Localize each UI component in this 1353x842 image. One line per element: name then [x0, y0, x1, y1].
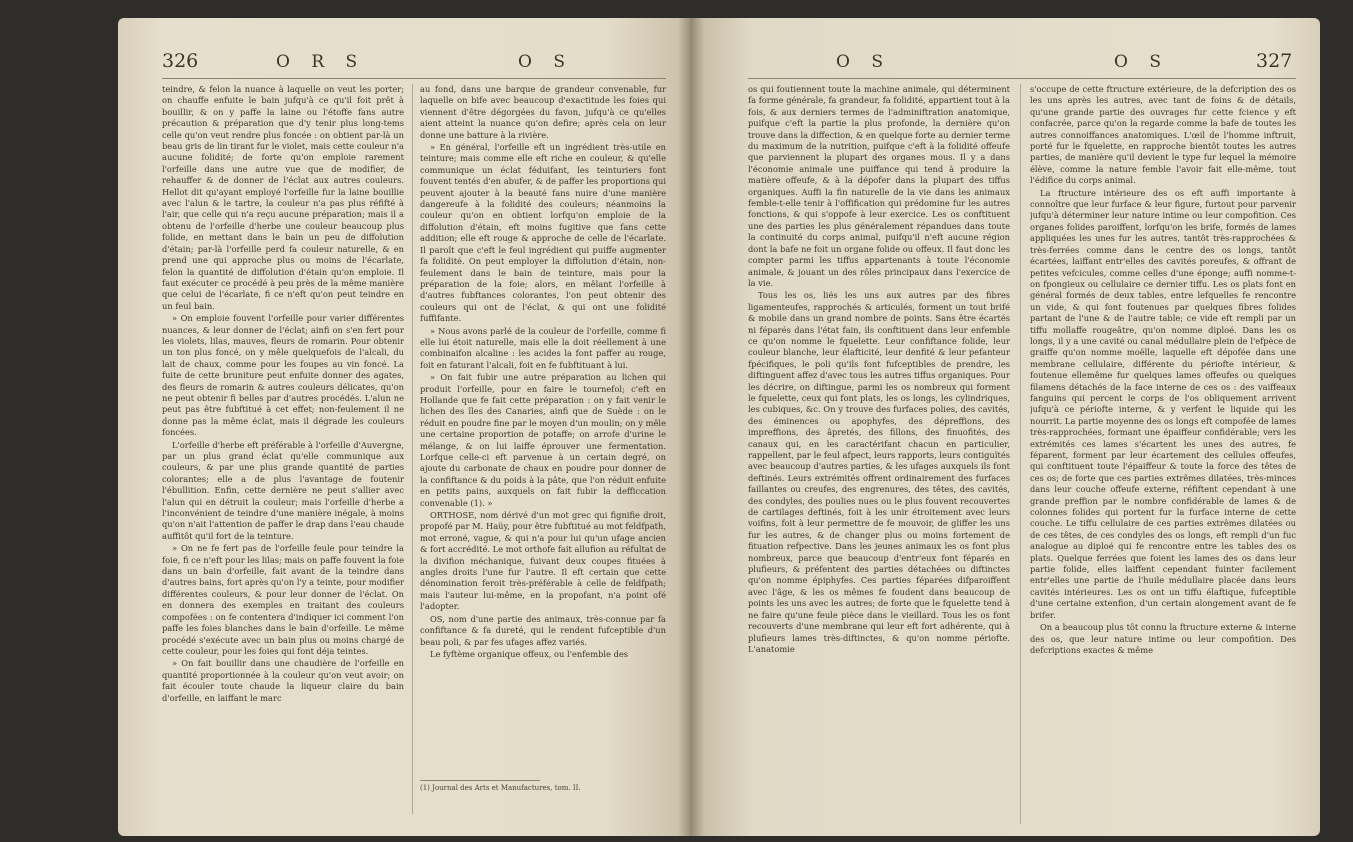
paragraph: Tous les os, liés les uns aux autres par des fibres ligamenteufes, rapprochés & articulés, forment un tout brifé & mobile dans un grand nombre de points. Sans être écartés ni féparés dans l'état fain, ils conftituent dans leur enfemble ce qu'on nomme le fquelette. Leur confiftance folide, leur couleur blanche, leur élafticité, leur denfité & leur pefanteur fpécifiques, le poli qu'ils font fufceptibles de prendre, les diftinguent affez d'avec tous les autres tiffus organiques. Pour les décrire, on diftingue, parmi les os nombreux qui forment le fquelette, ceux qui font plats, les os longs, les cylindriques, les cubiques, &c. On y trouve des furfaces polies, des cavités, des éminences ou apophyfes, des dépreffions, des impreffions, des âpretés, des fillons, des finuofités, des canaux qui, en les caractérifant chacun en particulier, rappellent, par le feul afpect, leurs rapports, leurs contiguïtés avec beaucoup d'autres parties, & les ufages auxquels ils font deftinés. Leurs extrémités offrent ordinairement des furfaces faillantes ou creufes, des engrenures, des têtes, des cavités, des condyles, des poulies nues ou le plus fouvent recouvertes de cartilages deftinés, foit à les unir étroitement avec leurs voifins, foit à leur permettre de fe mouvoir, de gliffer les uns fur les autres, & de changer plus ou moins fortement de fituation refpective. Dans les jeunes animaux les os font plus nombreux, parce que beaucoup d'entr'eux font féparés en plufieurs, & préfentent des parties détachées ou diftinctes qu'on nomme épiphyfes. Ces parties féparées difparoiffent avec l'âge, & les os mêmes fe foudent dans beaucoup de points les uns avec les autres; de forte que le fquelette tend à ne faire qu'une feule pièce dans le vieillard. Tous les os font recouverts d'une membrane qui leur eft fort adhérente, qui à plufieurs lames très-diftinctes, & qu'on nomme périofte. L'anatomie [748, 290, 1010, 654]
book-gutter [678, 18, 704, 836]
paragraph: » On fait bouillir dans une chaudière de l'orfeille en quantité proportionnée à la couleur qu'on veut avoir; on fait écouler toute chaude la liqueur claire du bain d'orfeille, en laiffant le marc [162, 658, 404, 703]
paragraph: L'orfeille d'herbe eft préférable à l'orfeille d'Auvergne, par un plus grand éclat qu'elle communique aux couleurs, & par une plus grande quantité de parties colorantes; elle a de plus l'avantage de foutenir l'ébullition. Enfin, cette dernière ne peut s'allier avec l'alun qui en détruit la couleur; mais l'orfeille d'herbe a l'inconvénient de teindre d'une manière inégale, à moins qu'on n'ait l'attention de paffer le drap dans l'eau chaude auffitôt qu'il fort de la teinture. [162, 439, 404, 541]
column-divider [1020, 84, 1021, 824]
paragraph: » On emploie fouvent l'orfeille pour varier différentes nuances, & leur donner de l'éclat; ainfi on s'en fert pour les violets, lilas, mauves, fleurs de romarin. Pour obtenir un ton plus foncé, on y mêle quelquefois de l'alcali, du lait de chaux, comme pour les foupes au vin foncé. La fuite de cette bruniture peut enfuite donner des agates, des fleurs de romarin & autres couleurs délicates, qu'on ne peut obtenir fi belles par d'autres procédés. L'alun ne peut pas être fubftitué à cet effet; non-feulement il ne donne pas la même éclat, mais il dégrade les couleurs foncées. [162, 313, 404, 438]
paragraph: » Nous avons parlé de la couleur de l'orfeille, comme fi elle lui étoit naturelle, mais elle la doit réellement à une combinaifon alcaline : les acides la font paffer au rouge, foit en faturant l'alcali, foit en fe fubftituant à lui. [420, 325, 666, 370]
running-head: O R S [276, 52, 366, 72]
paragraph: s'occupe de cette ftructure extérieure, de la defcription des os les uns après les autres, avec tant de foins & de détails, qu'une grande partie des ouvrages fur cette fcience y eft confacrée, parce qu'on la regarde comme la bafe de toutes les autres connoiffances anatomiques. L'œil de l'homme inftruit, porté fur le fquelette, en rapproche bientôt toutes les autres parties, de manière qu'il devient le type fur lequel la mémoire élève, comme la nature femble l'avoir fait elle-même, tout l'édifice du corps animal. [1030, 84, 1296, 186]
right-page [690, 18, 1320, 836]
footnote-rule [420, 780, 540, 781]
paragraph: On a beaucoup plus tôt connu la ftructure externe & interne des os, que leur nature intime ou leur compofition. Des defcriptions exactes & même [1030, 622, 1296, 655]
paragraph: » On fait fubir une autre préparation au lichen qui produit l'orfeille, pour en faire le tournefol; c'eft en Hollande que fe fait cette préparation : on y fait venir le lichen des îles des Canaries, ainfi que de Suède : on le réduit en poudre fine par le moyen d'un moulin; on y mêle une certaine proportion de potaffe; on arrofe d'urine le mélange, & on lui laiffe éprouver une fermentation. Lorfque celle-ci eft parvenue à un certain degré, on ajoute du carbonate de chaux en poudre pour donner de la confiftance & du poids à la pâte, que l'on réduit enfuite en petits pains, auxquels on fait fubir la defficcation convenable (1). » [420, 372, 666, 508]
paragraph: » On ne fe fert pas de l'orfeille feule pour teindre la foie, fi ce n'eft pour les lilas; mais on paffe fouvent la foie dans un bain d'orfeille, fait avant de la teindre dans d'autres bains, fort après qu'on l'y a teinte, pour modifier différentes couleurs, & pour leur donner de l'éclat. On en donnera des exemples en traitant des couleurs compofées : on fe contentera d'indiquer ici comment l'on paffe les foies blanches dans le bain d'orfeille. Le même procédé s'exécute avec un bain plus ou moins chargé de cette couleur, pour les foies qui font déja teintes. [162, 543, 404, 656]
text-column-2 [420, 84, 666, 774]
paragraph: La ftructure intérieure des os eft auffi importante à connoître que leur furface & leur figure, furtout pour parvenir jufqu'à déterminer leur nature intime ou leur compofition. Ces organes folides paroiffent, lorfqu'on les brife, formés de lames appliquées les unes fur les autres, tantôt très-rapprochées & très-ferrées comme dans le centre des os longs, tantôt écartées, laiffant entr'elles des cavités poreufes, & offrant de petites vefcicules, comme celles d'une éponge; auffi nomme-t-on fpongieux ou cellulaire ce dernier tiffu. Les os plats font en général formés de deux tables, entre lefquelles fe rencontre un vide, & qui font foutenues par quelques fibres folides partant de l'une & de l'autre table; ce vide eft rempli par un tiffu mollaffe rougeâtre, qu'on nomme diploé. Dans les os longs, il y a une cavité ou canal médullaire plein de l'efpèce de graiffe qu'on nomme moëlle, laquelle eft dépofée dans une membrane cellulaire, différente du périofte intérieur, & foutenue ellemême fur quelques lames offeufes ou quelques filamens détachés de la face interne de ces os : des vaiffeaux fanguins qui percent le corps de l'os obliquement arrivent jufqu'à ce périofte interne, & y verfent le liquide qui les nourrit. La partie moyenne des os longs eft compofée de lames très-rapprochées, formant une épaiffeur confidérable; vers les extrémités ces lames s'écartent les unes des autres, fe féparent, forment par leur écartement des cellules offeufes, qui conftituent toute l'épaiffeur & toute la force des têtes de ces os; de forte que ces parties extrêmes dilatées, très-minces dans leur couche offeufe externe, réfiftent cependant à une grande preffion par le nombre confidérable de lames & de colonnes folides qui portent fur la furface interne de cette couche. Le tiffu cellulaire de ces parties extrêmes dilatées ou de ces têtes, de ces condyles des os longs, eft rempli d'un fuc analogue au diploé qui fe rencontre entre les tables des os plats. Quelque ferrées que foient les lames des os dans leur partie folide, elles laiffent cependant fuinter facilement entr'elles une partie de l'huile médullaire placée dans leurs cavités intérieures. Les os ont un tiffu élaftique, fufceptible d'une certaine extenfion, d'un certain alongement avant de fe brifer. [1030, 187, 1296, 620]
header-rule [748, 78, 1296, 79]
running-head: O S [518, 52, 573, 72]
open-book [118, 18, 1338, 836]
paragraph: » En général, l'orfeille eft un ingrédient très-utile en teinture; mais comme elle eft riche en couleur, & qu'elle communique un éclat féduifant, les teinturiers font fouvent tentés d'en abufer, & de paffer les proportions qui peuvent ajouter à la beauté fans nuire d'une manière dangereufe à la folidité des couleurs; néanmoins la couleur qu'on en obtient lorfqu'on emploie de la diffolution d'étain, eft moins fugitive que fans cette addition; elle eft rouge & approche de celle de l'écarlate. Il paroît que c'eft le feul ingrédient qui puiffe augmenter fa folidité. On peut employer la diffolution d'étain, non-feulement dans le bain de teinture, mais pour la préparation de la foie; alors, en mêlant l'orfeille à d'autres fubftances colorantes, l'on peut obtenir des couleurs qui ont de l'éclat, & qui ont une folidité fuffifante. [420, 142, 666, 324]
page-number: 326 [162, 50, 199, 72]
text-column-1 [162, 84, 404, 814]
paragraph: teindre, & felon la nuance à laquelle on veut les porter; on chauffe enfuite le bain jufqu'à ce qu'il foit prêt à bouillir, & on y paffe la laine ou l'étoffe fans autre précaution & préparation que d'y tenir plus long-tems celle qu'on veut rendre plus foncée : on obtient par-là un beau gris de lin tirant fur le violet, mais cette couleur n'a aucune folidité; de forte qu'on emploie rarement l'orfeille dans une autre vue que de modifier, de rehauffer & de donner de l'éclat aux autres couleurs. Hellot dit qu'ayant employé l'orfeille fur la laine bouillie avec l'alun & le tartre, la couleur n'a pas plus réfifté à l'air, que celle qui n'a reçu aucune préparation; mais il a obtenu de l'orfeille d'herbe une couleur beaucoup plus folide, en mettant dans le bain un peu de diffolution d'étain; par-là l'orfeille perd fa couleur naturelle, & en prend une qui approche plus ou moins de l'écarlate, felon la quantité de diffolution d'étain qu'on emploie. Il faut exécuter ce procédé à peu près de la même manière que celui de l'écarlate, fi ce n'eft qu'on peut teindre en un feul bain. [162, 84, 404, 311]
paragraph: ORTHOSE, nom dérivé d'un mot grec qui fignifie droit, propofé par M. Haüy, pour être fubftitué au mot feldfpath, mot erroné, vague, & qui n'a pour lui qu'un ufage ancien & fort accrédité. Le mot orthofe fait allufion au réfultat de la divifion méchanique, fuivant deux coupes fituées à angles droits l'une fur l'autre. Il eft certain que cette dénomination feroit très-préférable à celle de feldfpath; mais l'auteur lui-même, en la propofant, n'a point ofé l'adopter. [420, 510, 666, 612]
footnote: (1) Journal des Arts et Manufactures, tom. II. [420, 784, 581, 792]
paragraph: os qui foutiennent toute la machine animale, qui déterminent fa forme générale, fa grandeur, fa folidité, appartient tout à la fois, & aux derniers termes de l'adminiftration anatomique, puifque c'eft la partie la plus profonde, la dernière qu'on trouve dans la diffection, & en quelque forte au dernier terme du maximum de la nutrition, puifque c'eft à la folidité offeufe que parviennent la plupart des organes mous. Il y a dans l'économie animale une puiffance qui tend à produire la matière offeufe, & à la dépofer dans la plupart des tiffus organiques. Auffi la fin naturelle de la vie dans les animaux femble-t-elle tenir à l'offification qui prédomine fur les autres fonctions, & qui s'oppofe à leur exercice. Les os conftituent une des parties les plus généralement répandues dans toute la continuité du corps animal, puifqu'il n'eft aucune région dont la bafe ne foit un organe folide ou offeux. Il faut donc les compter parmi les tiffus appartenants à toute l'économie animale, & jouant un des rôles principaux dans l'exercice de la vie. [748, 84, 1010, 288]
column-divider [412, 84, 413, 814]
page-number: 327 [1256, 50, 1293, 72]
text-column-1 [748, 84, 1010, 824]
text-column-2 [1030, 84, 1296, 824]
running-head: O S [1114, 52, 1169, 72]
paragraph: Le fyftème organique offeux, ou l'enfemble des [430, 648, 629, 659]
paragraph: au fond, dans une barque de grandeur convenable, fur laquelle on bife avec beaucoup d'exactitude les foies qui viennent d'être dégorgées du favon, jufqu'à ce qu'elles aient atteint la nuance qu'on defire; après cela on leur donne une batture à la rivière. [420, 84, 666, 140]
header-rule [162, 78, 666, 79]
running-head: O S [836, 52, 891, 72]
left-page [118, 18, 690, 836]
paragraph: OS, nom d'une partie des animaux, très-connue par fa confiftance & fa dureté, qui le rendent fufceptible d'un beau poli, & par fes ufages affez variés. [420, 613, 666, 647]
